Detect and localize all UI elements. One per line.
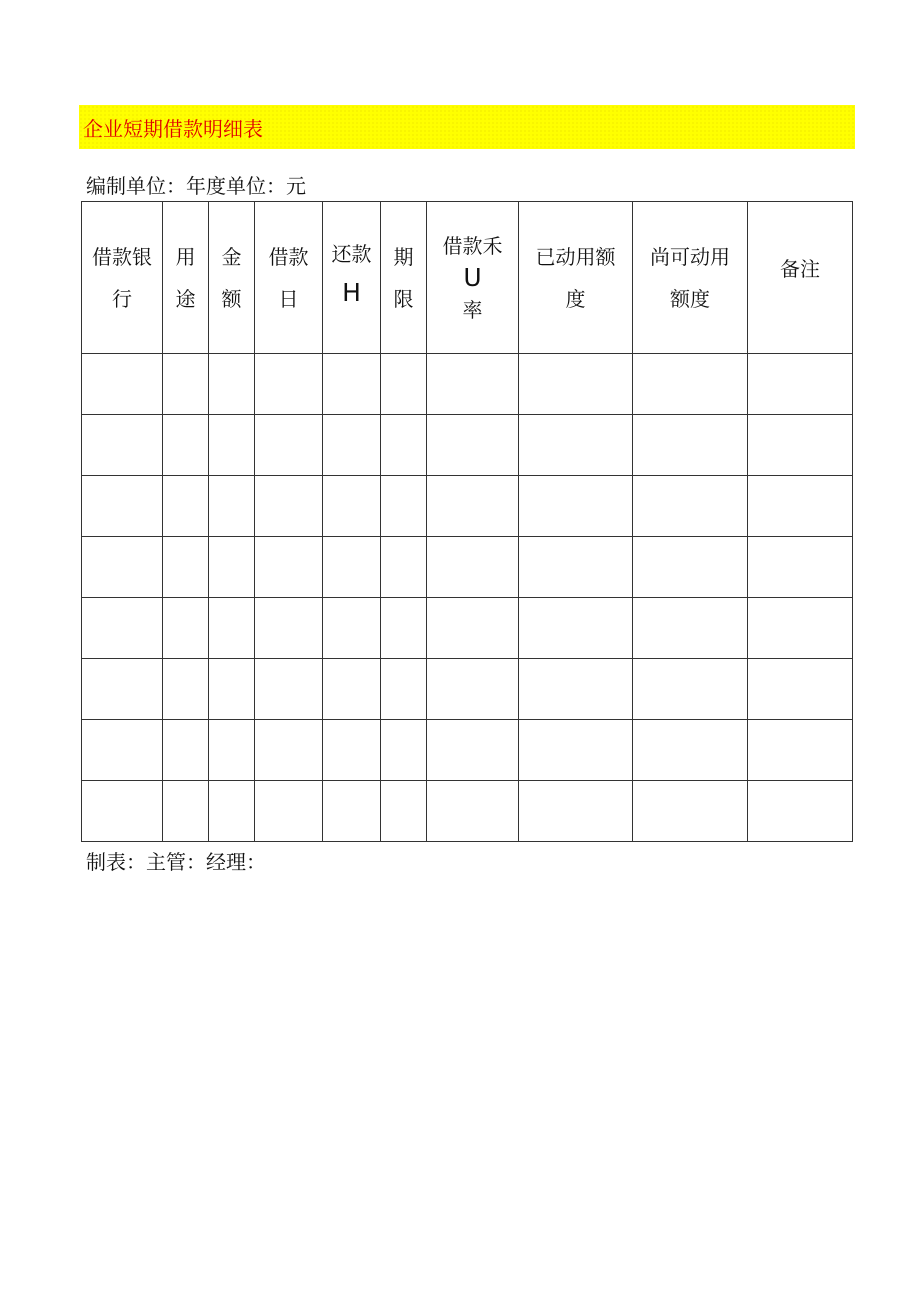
table-cell[interactable] (381, 537, 427, 598)
table-cell[interactable] (323, 415, 381, 476)
table-cell[interactable] (519, 781, 633, 842)
col-header-amount: 金 额 (209, 202, 255, 354)
table-cell[interactable] (209, 354, 255, 415)
col-header-loan-date: 借款 日 (255, 202, 323, 354)
table-cell[interactable] (748, 598, 853, 659)
table-cell[interactable] (163, 537, 209, 598)
signature-line: 制表：主管：经理： (86, 850, 266, 874)
col-header-term: 期 限 (381, 202, 427, 354)
table-cell[interactable] (82, 354, 163, 415)
table-cell[interactable] (255, 781, 323, 842)
table-cell[interactable] (381, 354, 427, 415)
table-cell[interactable] (427, 720, 519, 781)
table-cell[interactable] (748, 354, 853, 415)
table-cell[interactable] (209, 659, 255, 720)
table-cell[interactable] (519, 720, 633, 781)
table-cell[interactable] (633, 354, 748, 415)
table-cell[interactable] (82, 659, 163, 720)
table-cell[interactable] (209, 720, 255, 781)
table-cell[interactable] (748, 415, 853, 476)
table-cell[interactable] (381, 598, 427, 659)
table-cell[interactable] (381, 476, 427, 537)
table-cell[interactable] (381, 781, 427, 842)
table-cell[interactable] (748, 781, 853, 842)
table-cell[interactable] (163, 354, 209, 415)
table-cell[interactable] (323, 720, 381, 781)
table-cell[interactable] (633, 598, 748, 659)
table-cell[interactable] (255, 659, 323, 720)
col-header-available-amount: 尚可动用 额度 (633, 202, 748, 354)
table-cell[interactable] (163, 415, 209, 476)
table-cell[interactable] (381, 720, 427, 781)
table-cell[interactable] (519, 415, 633, 476)
table-cell[interactable] (748, 476, 853, 537)
table-cell[interactable] (323, 354, 381, 415)
table-cell[interactable] (209, 781, 255, 842)
table-row (82, 537, 853, 598)
table-row (82, 476, 853, 537)
table-cell[interactable] (163, 720, 209, 781)
table-row (82, 415, 853, 476)
table-cell[interactable] (163, 659, 209, 720)
table-cell[interactable] (255, 537, 323, 598)
table-cell[interactable] (519, 354, 633, 415)
table-cell[interactable] (255, 598, 323, 659)
table-cell[interactable] (633, 781, 748, 842)
table-cell[interactable] (163, 781, 209, 842)
table-cell[interactable] (82, 415, 163, 476)
table-cell[interactable] (427, 781, 519, 842)
table-cell[interactable] (163, 598, 209, 659)
table-cell[interactable] (82, 598, 163, 659)
table-cell[interactable] (633, 415, 748, 476)
table-cell[interactable] (323, 476, 381, 537)
table-cell[interactable] (427, 476, 519, 537)
table-cell[interactable] (82, 781, 163, 842)
header-row (82, 202, 853, 354)
table-cell[interactable] (381, 415, 427, 476)
table-cell[interactable] (323, 781, 381, 842)
col-header-remarks: 备注 (748, 202, 853, 354)
page-title: 企业短期借款明细表 (83, 116, 263, 141)
table-cell[interactable] (427, 415, 519, 476)
table-cell[interactable] (255, 476, 323, 537)
table-cell[interactable] (209, 476, 255, 537)
table-cell[interactable] (255, 354, 323, 415)
table-cell[interactable] (323, 537, 381, 598)
table-cell[interactable] (519, 659, 633, 720)
table-cell[interactable] (82, 537, 163, 598)
table-cell[interactable] (427, 659, 519, 720)
table-cell[interactable] (633, 659, 748, 720)
table-cell[interactable] (323, 659, 381, 720)
table-cell[interactable] (209, 415, 255, 476)
table-cell[interactable] (519, 537, 633, 598)
table-cell[interactable] (519, 598, 633, 659)
table-cell[interactable] (323, 598, 381, 659)
col-header-repay-date: 还款 H (323, 202, 381, 354)
col-header-purpose: 用 途 (163, 202, 209, 354)
table-row (82, 781, 853, 842)
table-cell[interactable] (633, 476, 748, 537)
table-cell[interactable] (748, 720, 853, 781)
table-body (82, 354, 853, 842)
table-cell[interactable] (633, 720, 748, 781)
table-cell[interactable] (427, 354, 519, 415)
col-header-interest-rate: 借款禾 U 率 (427, 202, 519, 354)
table-row (82, 659, 853, 720)
table-cell[interactable] (427, 537, 519, 598)
table-cell[interactable] (748, 659, 853, 720)
table-cell[interactable] (519, 476, 633, 537)
table-cell[interactable] (209, 598, 255, 659)
col-header-bank: 借款银 行 (82, 202, 163, 354)
table-cell[interactable] (255, 415, 323, 476)
table-cell[interactable] (255, 720, 323, 781)
col-header-used-amount: 已动用额 度 (519, 202, 633, 354)
table-cell[interactable] (82, 720, 163, 781)
table-cell[interactable] (381, 659, 427, 720)
table-row (82, 354, 853, 415)
table-row (82, 598, 853, 659)
short-term-loan-table (81, 201, 853, 842)
table-cell[interactable] (209, 537, 255, 598)
unit-line: 编制单位：年度单位：元 (86, 174, 306, 198)
title-banner (79, 105, 855, 149)
table-cell[interactable] (427, 598, 519, 659)
table-row (82, 720, 853, 781)
table-cell[interactable] (163, 476, 209, 537)
table-cell[interactable] (633, 537, 748, 598)
table-cell[interactable] (82, 476, 163, 537)
table-cell[interactable] (748, 537, 853, 598)
